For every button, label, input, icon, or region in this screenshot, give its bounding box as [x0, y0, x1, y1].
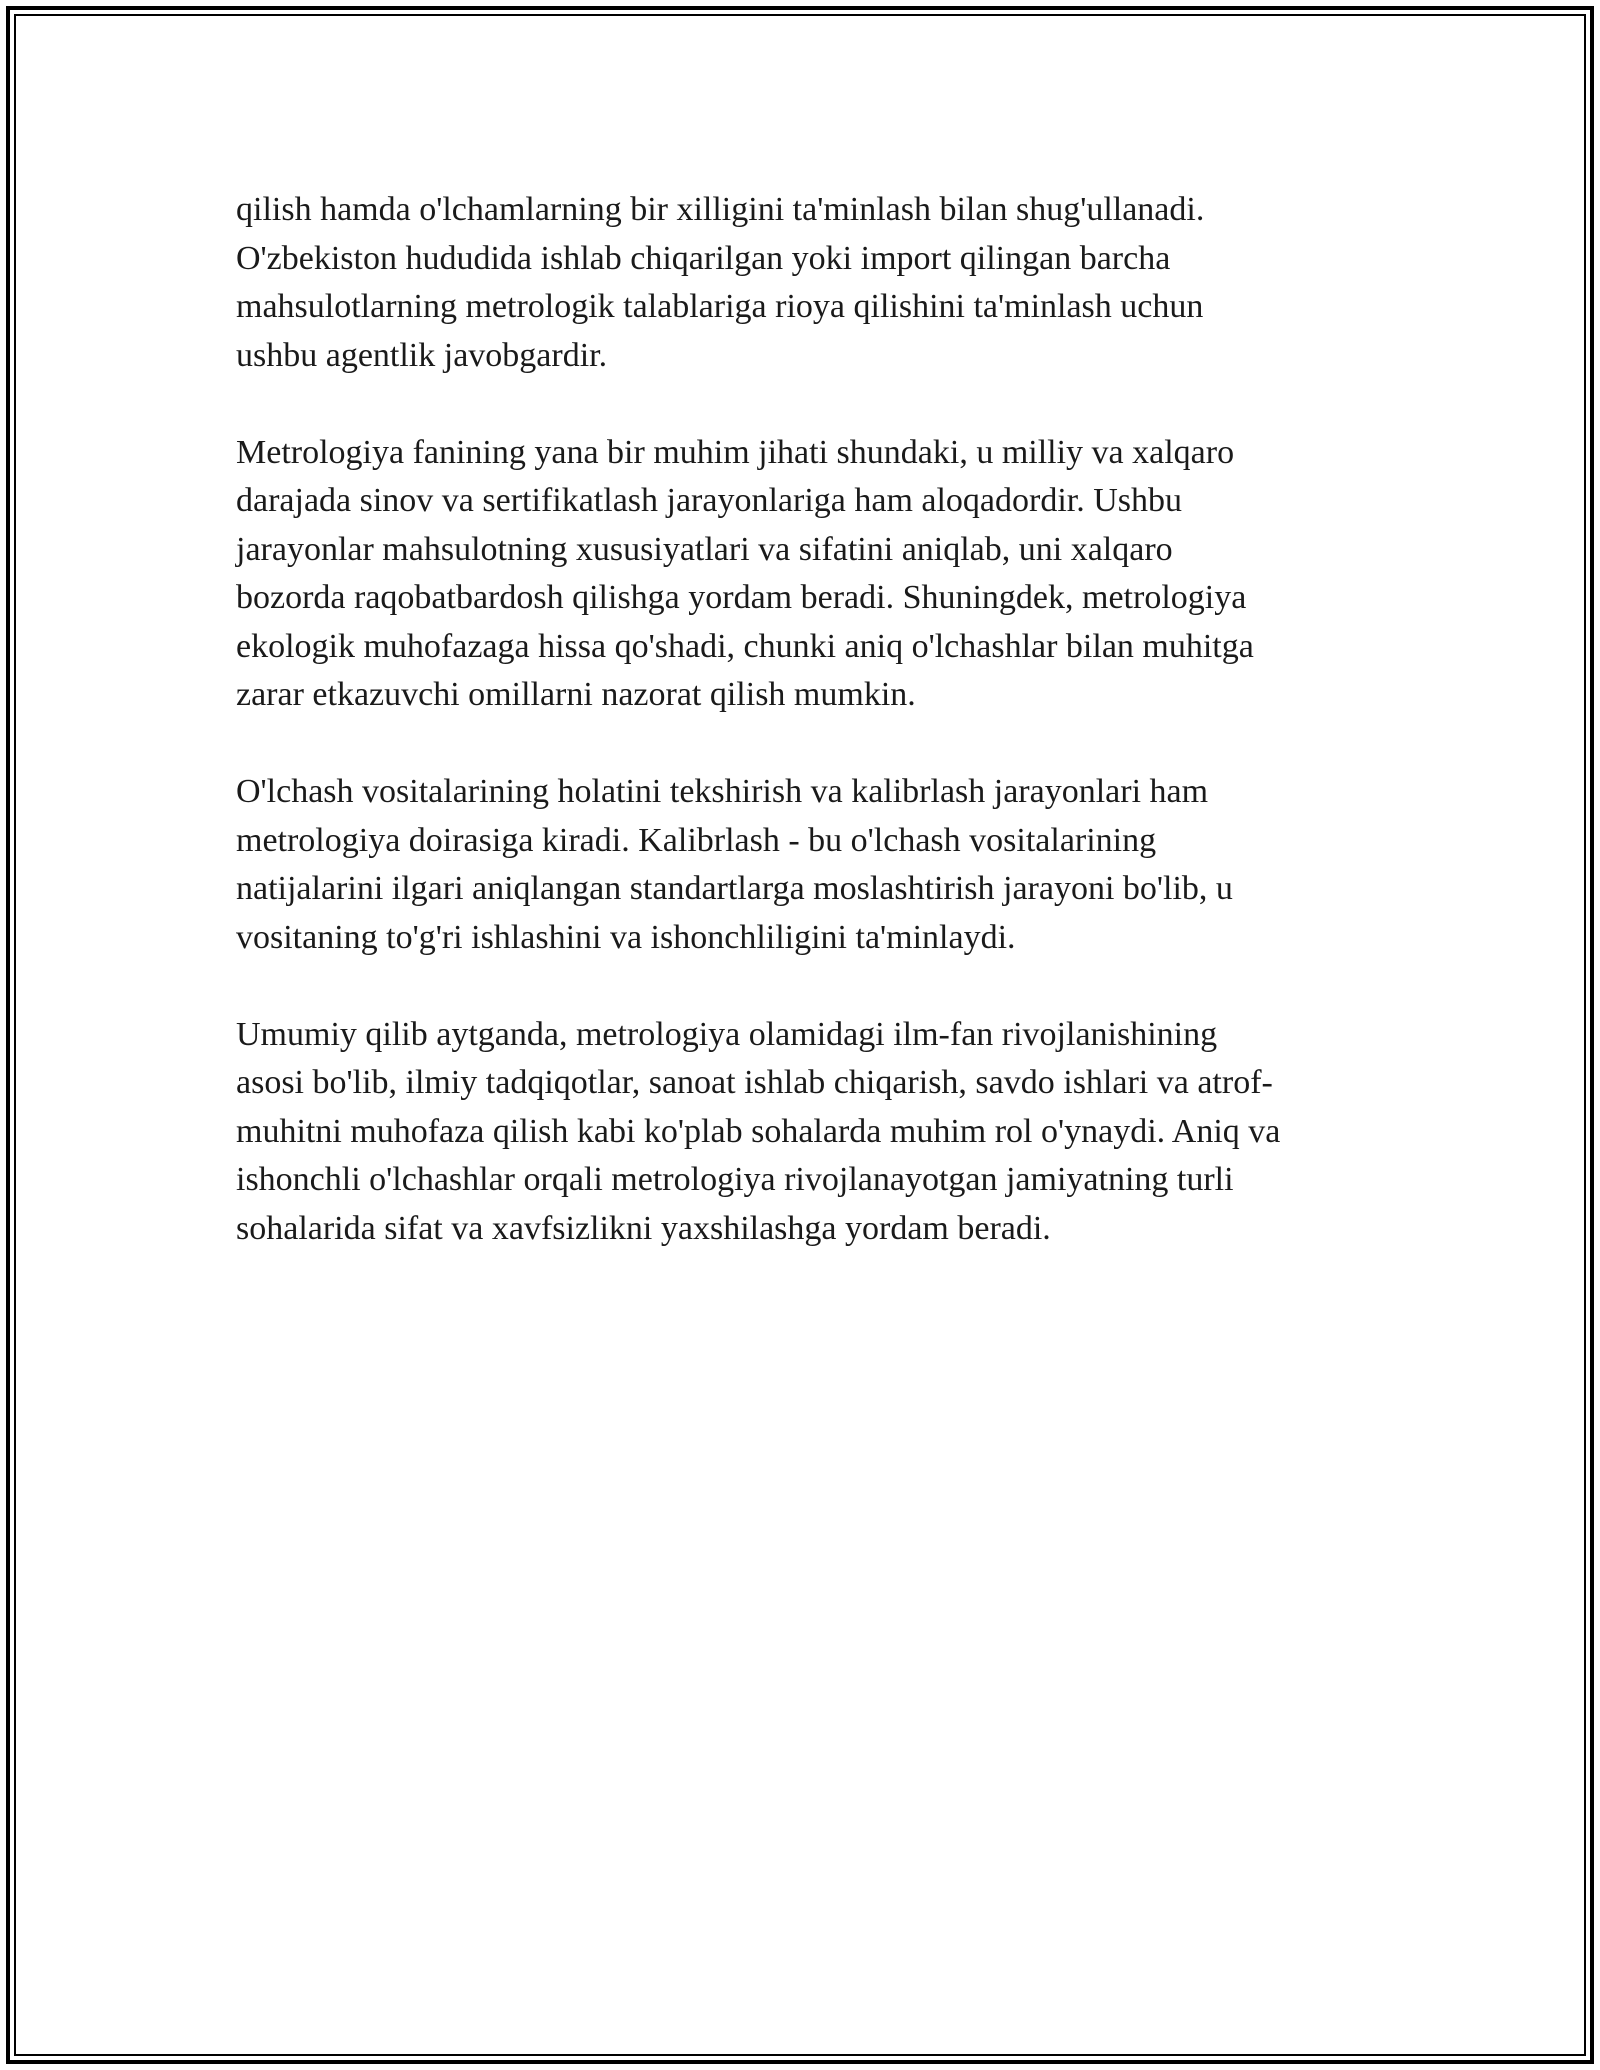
text-line: bozorda raqobatbardosh qilishga yordam beradi. Shuningdek, metrologiya	[236, 579, 1247, 616]
paragraph-3	[236, 768, 1386, 962]
text-line: sohalarida sifat va xavfsizlikni yaxshilashga yordam beradi.	[236, 1209, 1051, 1247]
text-line: mahsulotlarning metrologik talablariga rioya qilishini ta'minlash uchun	[236, 288, 1204, 325]
text-line: Metrologiya fanining yana bir muhim jihati shundaki, u milliy va xalqaro	[236, 433, 1235, 471]
text-line: ekologik muhofazaga hissa qo'shadi, chunki aniq o'lchashlar bilan muhitga	[236, 627, 1254, 665]
text-line: ishonchli o'lchashlar orqali metrologiya rivojlanayotgan jamiyatning turli	[236, 1161, 1234, 1198]
text-line: metrologiya doirasiga kiradi. Kalibrlash - bu o'lchash vositalarining	[236, 821, 1157, 859]
paragraph-2	[236, 429, 1386, 720]
text-line: jarayonlar mahsulotning xususiyatlari va sifatini aniqlab, uni xalqaro	[236, 530, 1173, 568]
text-line: qilish hamda o'lchamlarning bir xilligini ta'minlash bilan shug'ullanadi.	[236, 191, 1205, 228]
text-line: zarar etkazuvchi omillarni nazorat qilish mumkin.	[236, 676, 916, 713]
text-line: darajada sinov va sertifikatlash jarayonlariga ham aloqadordir. Ushbu	[236, 482, 1183, 519]
text-line: asosi bo'lib, ilmiy tadqiqotlar, sanoat ishlab chiqarish, savdo ishlari va atrof-	[236, 1064, 1273, 1101]
text-line: O'zbekiston hududida ishlab chiqarilgan yoki import qilingan barcha	[236, 239, 1171, 277]
paragraph-4	[236, 1011, 1386, 1254]
text-line: Umumiy qilib aytganda, metrologiya olamidagi ilm-fan rivojlanishining	[236, 1015, 1218, 1053]
text-line: O'lchash vositalarining holatini tekshirish va kalibrlash jarayonlari ham	[236, 773, 1209, 810]
document-body	[236, 186, 1386, 1302]
text-line: muhitni muhofaza qilish kabi ko'plab sohalarda muhim rol o'ynaydi. Aniq va	[236, 1112, 1281, 1150]
text-line: vositaning to'g'ri ishlashini va ishonchliligini ta'minlaydi.	[236, 918, 1016, 956]
text-line: natijalarini ilgari aniqlangan standartlarga moslashtirish jarayoni bo'lib, u	[236, 870, 1233, 907]
paragraph-1	[236, 186, 1386, 380]
text-line: ushbu agentlik javobgardir.	[236, 336, 608, 374]
